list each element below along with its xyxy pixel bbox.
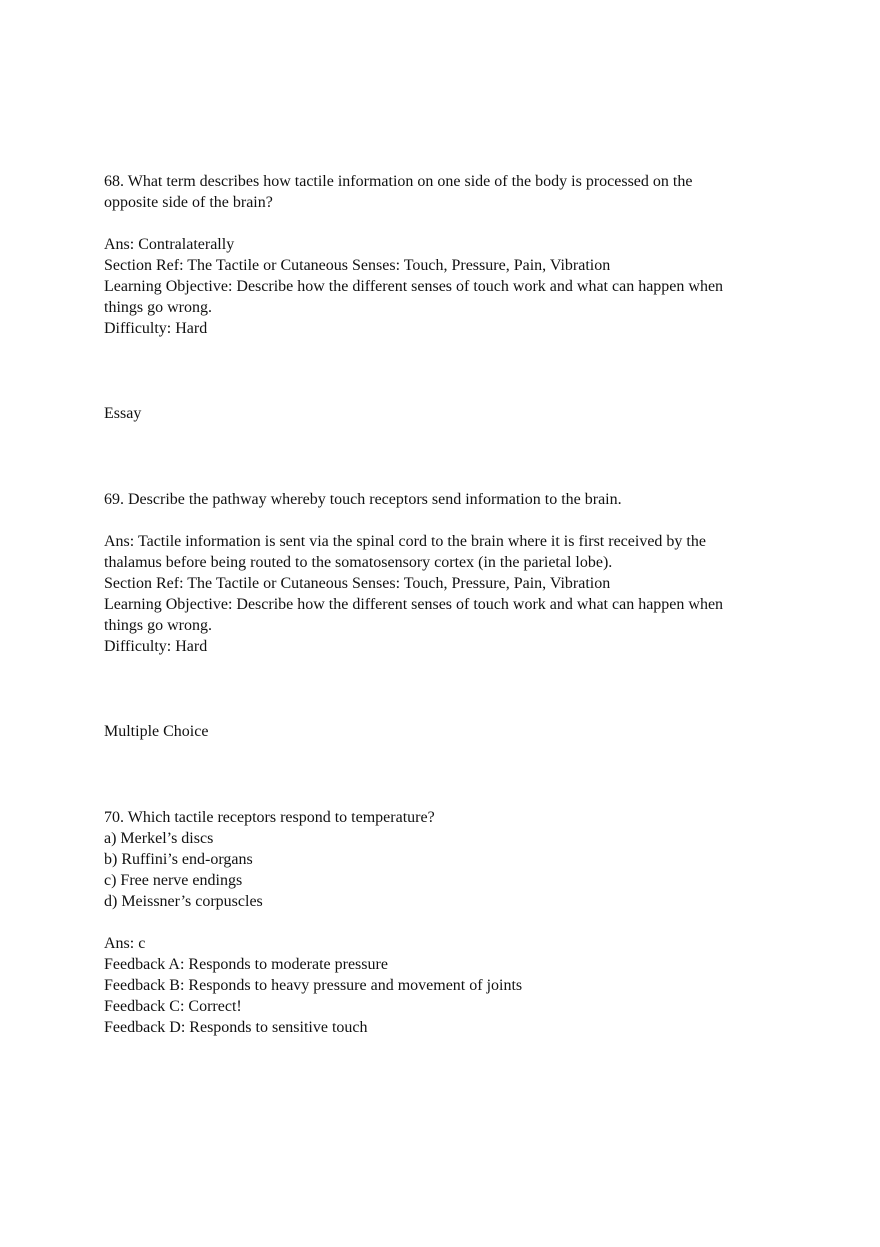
q68-difficulty: Difficulty: Hard	[104, 320, 208, 337]
q68-question-line-1: 68. What term describes how tactile information on one side of the body is processed on the	[104, 173, 693, 190]
q68-section-ref: Section Ref: The Tactile or Cutaneous Senses: Touch, Pressure, Pain, Vibration	[104, 257, 611, 274]
q70-option-a: a) Merkel’s discs	[104, 830, 214, 847]
q69-difficulty: Difficulty: Hard	[104, 638, 208, 655]
q70-feedback-c: Feedback C: Correct!	[104, 998, 242, 1015]
q69-answer-line-2: thalamus before being routed to the somatosensory cortex (in the parietal lobe).	[104, 554, 613, 571]
q70-option-d: d) Meissner’s corpuscles	[104, 893, 263, 910]
q69-objective-line-2: things go wrong.	[104, 617, 212, 634]
q70-option-c: c) Free nerve endings	[104, 872, 243, 889]
section-heading-essay: Essay	[104, 405, 142, 422]
q68-question-line-2: opposite side of the brain?	[104, 194, 273, 211]
q69-answer-line-1: Ans: Tactile information is sent via the spinal cord to the brain where it is first received by the	[104, 533, 706, 550]
q70-question: 70. Which tactile receptors respond to temperature?	[104, 809, 435, 826]
q70-feedback-b: Feedback B: Responds to heavy pressure and movement of joints	[104, 977, 523, 994]
q70-feedback-d: Feedback D: Responds to sensitive touch	[104, 1019, 368, 1036]
q69-question: 69. Describe the pathway whereby touch receptors send information to the brain.	[104, 491, 622, 508]
q68-objective-line-2: things go wrong.	[104, 299, 212, 316]
q70-option-b: b) Ruffini’s end-organs	[104, 851, 253, 868]
q69-objective-line-1: Learning Objective: Describe how the different senses of touch work and what can happen when	[104, 596, 724, 613]
q68-objective-line-1: Learning Objective: Describe how the different senses of touch work and what can happen when	[104, 278, 724, 295]
q70-answer: Ans: c	[104, 935, 146, 952]
section-heading-multiple-choice: Multiple Choice	[104, 723, 209, 740]
q69-section-ref: Section Ref: The Tactile or Cutaneous Senses: Touch, Pressure, Pain, Vibration	[104, 575, 611, 592]
q70-feedback-a: Feedback A: Responds to moderate pressure	[104, 956, 388, 973]
q68-answer: Ans: Contralaterally	[104, 236, 235, 253]
